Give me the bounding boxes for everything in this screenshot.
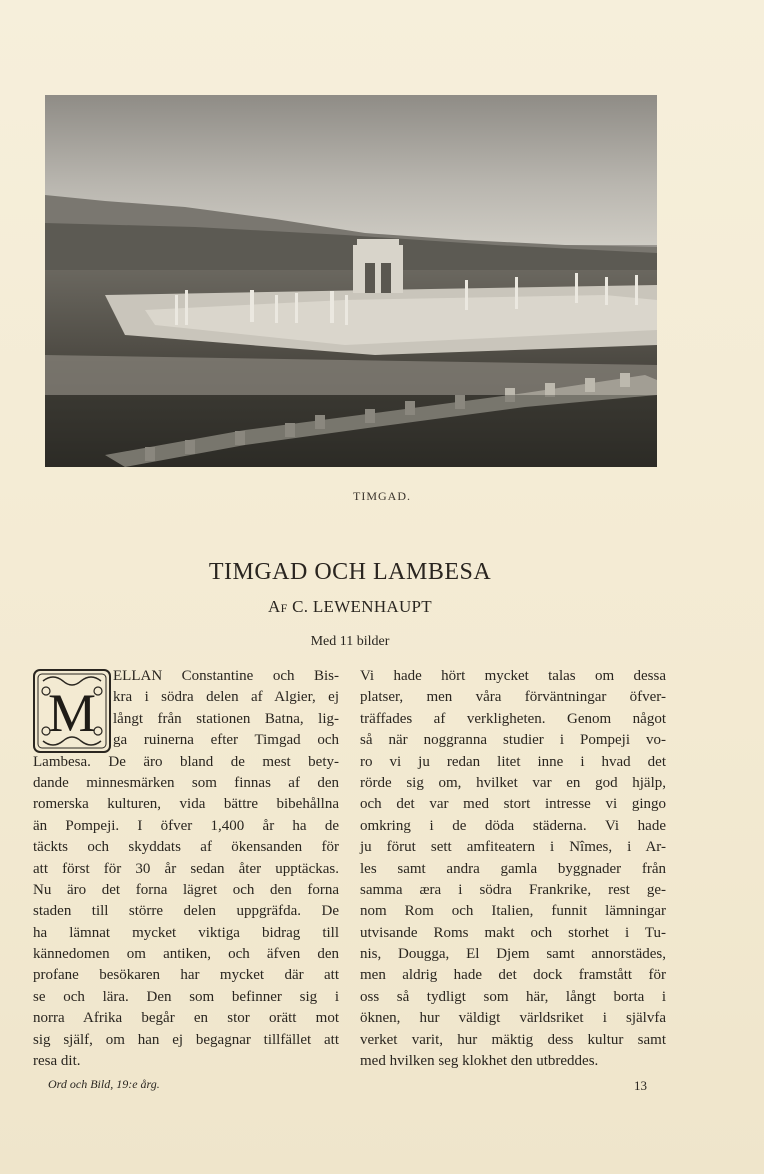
paragraph-line: öknen, hur väldigt världsriket i självfa <box>360 1010 666 1027</box>
paragraph-line: och det var med stort intresse vi gingo <box>360 796 666 813</box>
paragraph-line: samma æra i södra Frankrike, rest ge- <box>360 881 666 898</box>
paragraph-line: men aldrig hade det dock framstått för <box>360 967 666 984</box>
paragraph-line: nis, Dougga, El Djem samt annorstädes, <box>360 946 666 963</box>
journal-footer: Ord och Bild, 19:e årg. <box>48 1077 160 1091</box>
dropcap-letter: M <box>47 683 97 743</box>
paragraph-line: ha lämnat mycket viktiga bidrag till <box>33 924 339 941</box>
paragraph-line: Lambesa. De äro bland de mest bety- <box>33 753 339 770</box>
image-count-subtitle: Med 11 bilder <box>310 634 390 649</box>
paragraph-line: ELLAN Constantine och Bis- <box>113 668 339 684</box>
paragraph-line: ga ruinerna efter Timgad och <box>113 732 339 749</box>
paragraph-line: att först för 30 år sedan åter upptäckas. <box>33 860 339 877</box>
paragraph-line: romerska kulturen, vida bättre bibehållna <box>33 796 339 813</box>
paragraph-line: oss så tydligt som här, långt borta i <box>360 988 666 1005</box>
paragraph-line: staden till större delen uppgräfda. De <box>33 903 339 920</box>
byline-af-initial: A <box>267 597 281 616</box>
author-name: C. LEWENHAUPT <box>292 597 432 616</box>
paragraph-line: resa dit. <box>33 1053 81 1070</box>
paragraph-line: norra Afrika begår en stor orätt mot <box>33 1010 339 1027</box>
left-column <box>33 666 339 1072</box>
paragraph-line: kännedomen om antiken, och äfven den <box>33 946 339 963</box>
paragraph-line: Vi hade hört mycket talas om dessa <box>360 668 666 684</box>
byline-af-small: F <box>280 601 288 615</box>
paragraph-line: täckts och skyddats af ökensanden för <box>33 839 339 856</box>
right-column <box>360 666 666 1072</box>
byline <box>0 597 700 617</box>
paragraph-line: än Pompeji. I öfver 1,400 år ha de <box>33 817 339 834</box>
paragraph-line: platser, men våra förväntningar öfver- <box>360 689 666 706</box>
paragraph-line: så när noggranna studier i Pompeji vo- <box>360 732 666 749</box>
paragraph-line: träffades af verkligheten. Genom något <box>360 710 666 727</box>
paragraph-line: ro vi ju redan litet inne i hvad det <box>360 753 666 770</box>
paragraph-line: les samt andra gamla byggnader från <box>360 860 666 877</box>
paragraph-line: omkring i de döda städerna. Vi hade <box>360 817 666 834</box>
paragraph-line: utvisande Roms makt och storhet i Tu- <box>360 924 666 941</box>
paragraph-line: verket varit, hur mäktig dess kultur samt <box>360 1031 666 1048</box>
paragraph-line: profane besökaren har mycket där att <box>33 967 339 984</box>
paragraph-line: långt från stationen Batna, lig- <box>113 710 339 727</box>
paragraph-line: rörde sig om, hvilket var en god hjälp, <box>360 774 666 791</box>
paragraph-line: sig själf, om han ej begagnar tillfället att <box>33 1031 339 1048</box>
paragraph-line: ju förut sett amfiteatern i Nîmes, i Ar- <box>360 839 666 856</box>
paragraph-line: kra i södra delen af Algier, ej <box>113 689 339 706</box>
timgad-photograph <box>45 95 657 467</box>
photo-caption: TIMGAD. <box>353 489 411 503</box>
page-number: 13 <box>634 1078 647 1093</box>
article-title: TIMGAD OCH LAMBESA <box>208 559 492 585</box>
ruins-photo-illustration <box>45 95 657 467</box>
paragraph-line: med hvilken seg klokhet den utbreddes. <box>360 1053 599 1070</box>
paragraph-line: nom Rom och Italien, funnit lämningar <box>360 903 666 920</box>
paragraph-line: Nu äro det forna lägret och den forna <box>33 881 339 898</box>
paragraph-line: dande minnesmärken som finnas af den <box>33 774 339 791</box>
paragraph-line: se och lära. Den som befinner sig i <box>33 988 339 1005</box>
